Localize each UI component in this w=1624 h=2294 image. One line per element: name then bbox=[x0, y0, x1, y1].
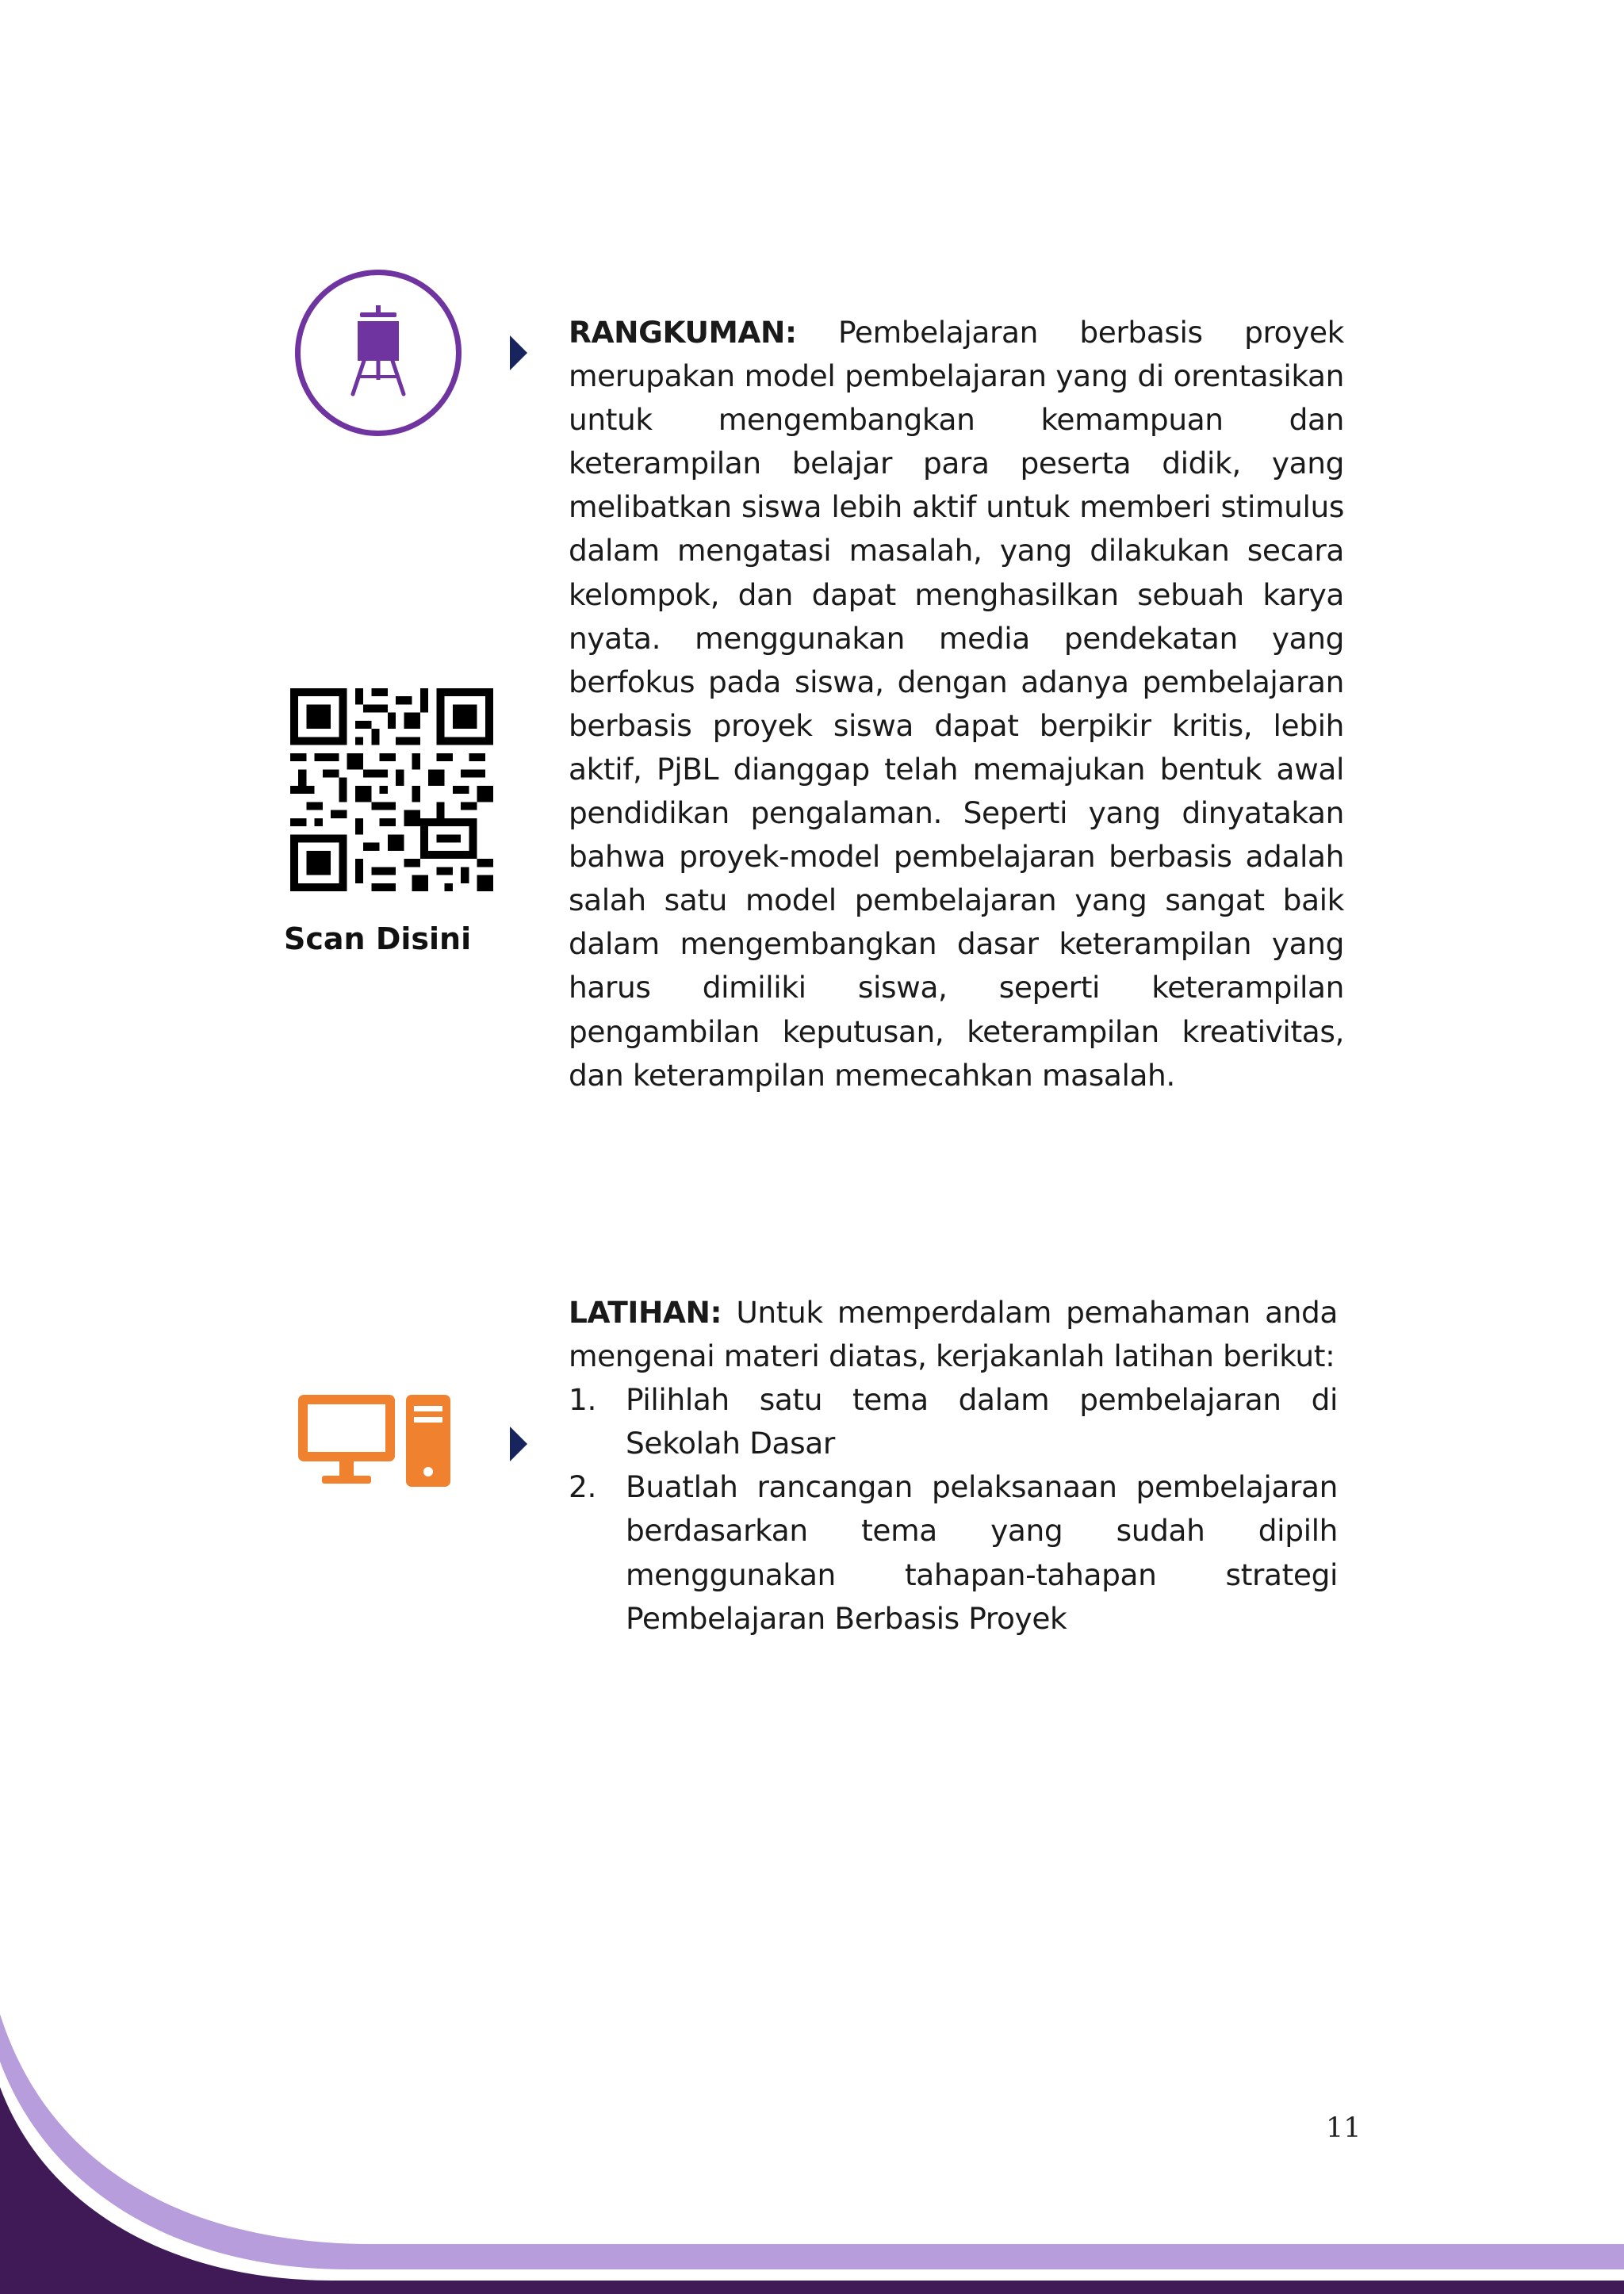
list-item-number: 2. bbox=[569, 1469, 596, 1505]
footer-wave-decoration bbox=[0, 2014, 1624, 2294]
list-item-text: Buatlah rancangan pelaksanaan pembelajaran berdasarkan tema yang sudah dipilh menggunakan tahapan-tahapan strategi Pembelajaran Berbasis Proyek bbox=[626, 1469, 1338, 1636]
computer-icon bbox=[295, 1392, 454, 1490]
list-item bbox=[569, 1465, 1338, 1640]
summary-text: Pembelajaran berbasis proyek merupakan model pembelajaran yang di orentasikan untuk mengembangkan kemampuan dan keterampilan belajar para peserta didik, yang melibatkan siswa lebih aktif untuk memberi stimulus dalam mengatasi masalah, yang dilakukan secara kelompok, dan dapat menghasilkan sebuah karya nyata. menggunakan media pendekatan yang berfokus pada siswa, dengan adanya pembelajaran berbasis proyek siswa dapat berpikir kritis, lebih aktif, PjBL dianggap telah memajukan bentuk awal pendidikan pengalaman. Seperti yang dinyatakan bahwa proyek-model pembelajaran berbasis adalah salah satu model pembelajaran yang sangat baik dalam mengembangkan dasar keterampilan yang harus dimiliki siswa, seperti keterampilan pengambilan keputusan, keterampilan kreativitas, dan keterampilan memecahkan masalah. bbox=[569, 315, 1344, 1093]
easel-icon-circle bbox=[295, 270, 462, 436]
list-item-text: Pilihlah satu tema dalam pembelajaran di Sekolah Dasar bbox=[626, 1382, 1338, 1461]
page-number: 11 bbox=[1326, 2112, 1362, 2144]
summary-paragraph bbox=[569, 311, 1344, 1097]
exercise-intro-text: Untuk memperdalam pemahaman anda mengenai materi diatas, kerjakanlah latihan berikut: bbox=[569, 1295, 1338, 1374]
arrow-right-icon bbox=[510, 335, 527, 370]
qr-scan-label: Scan Disini bbox=[284, 921, 472, 956]
qr-code[interactable] bbox=[290, 688, 493, 891]
exercise-heading: LATIHAN: bbox=[569, 1295, 722, 1330]
summary-heading: RANGKUMAN: bbox=[569, 315, 797, 350]
arrow-right-icon bbox=[510, 1427, 527, 1461]
list-item-number: 1. bbox=[569, 1382, 596, 1418]
exercise-intro bbox=[569, 1291, 1338, 1378]
exercise-block bbox=[569, 1291, 1338, 1641]
list-item bbox=[569, 1378, 1338, 1465]
exercise-list bbox=[569, 1378, 1338, 1641]
easel-icon bbox=[301, 275, 456, 431]
